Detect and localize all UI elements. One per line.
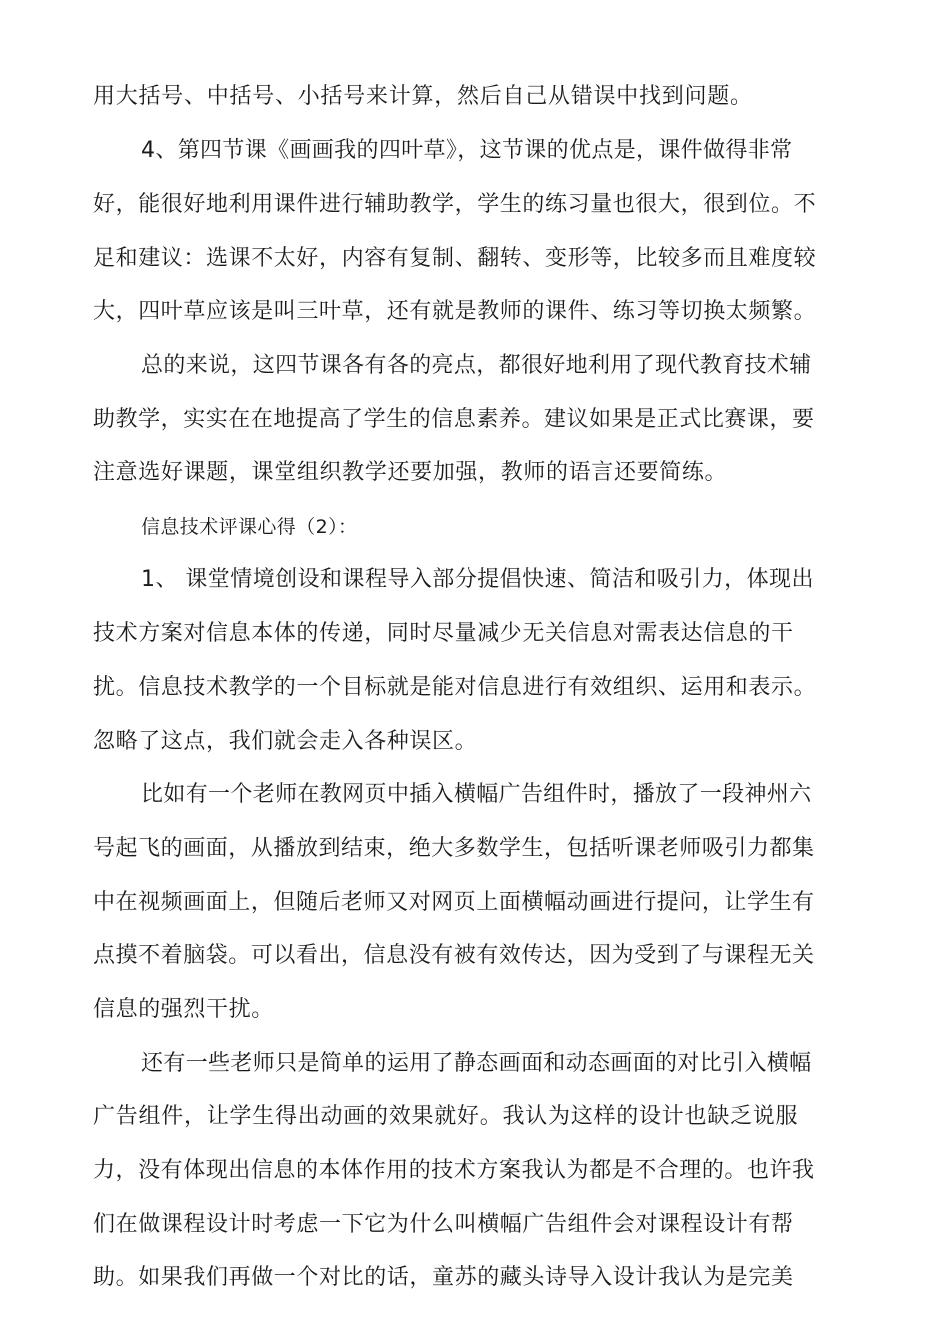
paragraph-line: 广告组件，让学生得出动画的效果就好。我认为这样的设计也缺乏说服 bbox=[93, 1104, 799, 1129]
paragraph-line: 好，能很好地利用课件进行辅助教学，学生的练习量也很大，很到位。不 bbox=[93, 192, 817, 217]
paragraph-line: 大，四叶草应该是叫三叶草，还有就是教师的课件、练习等切换太频繁。 bbox=[93, 299, 817, 324]
paragraph-line: 技术方案对信息本体的传递，同时尽量减少无关信息对需表达信息的干 bbox=[93, 621, 794, 646]
paragraph-line: 点摸不着脑袋。可以看出，信息没有被有效传达，因为受到了与课程无关 bbox=[93, 943, 815, 968]
paragraph-line: 号起飞的画面，从播放到结束，绝大多数学生，包括听课老师吸引力都集 bbox=[93, 836, 815, 861]
paragraph-line: 扰。信息技术教学的一个目标就是能对信息进行有效组织、运用和表示。 bbox=[93, 675, 817, 700]
paragraph-line: 忽略了这点，我们就会走入各种误区。 bbox=[93, 729, 478, 754]
paragraph-line: 助教学，实实在在地提高了学生的信息素养。建议如果是正式比赛课，要 bbox=[93, 407, 815, 432]
paragraph-line: 助。如果我们再做一个对比的话，童苏的藏头诗导入设计我认为是完美 bbox=[93, 1265, 794, 1290]
paragraph-line: 还有一些老师只是简单的运用了静态画面和动态画面的对比引入横幅 bbox=[141, 1051, 812, 1076]
paragraph-line: 信息的强烈干扰。 bbox=[93, 997, 274, 1022]
paragraph-line: 总的来说，这四节课各有各的亮点，都很好地利用了现代教育技术辅 bbox=[141, 353, 812, 378]
paragraph-line: 中在视频画面上，但随后老师又对网页上面横幅动画进行提问，让学生有 bbox=[93, 890, 815, 915]
paragraph-line: 比如有一个老师在教网页中插入横幅广告组件时，播放了一段神州六 bbox=[141, 782, 812, 807]
paragraph-line: 1、 课堂情境创设和课程导入部分提倡快速、简洁和吸引力，体现出 bbox=[141, 567, 814, 592]
paragraph-line: 足和建议：选课不太好，内容有复制、翻转、变形等，比较多而且难度较 bbox=[93, 246, 817, 271]
paragraph-line: 注意选好课题，课堂组织教学还要加强，教师的语言还要简练。 bbox=[93, 460, 728, 485]
paragraph-line: 4、第四节课《画画我的四叶草》，这节课的优点是，课件做得非常 bbox=[141, 138, 793, 163]
paragraph-line: 用大括号、中括号、小括号来计算，然后自己从错误中找到问题。 bbox=[93, 84, 753, 109]
section-heading: 信息技术评课心得（2）： bbox=[141, 516, 358, 538]
paragraph-line: 力，没有体现出信息的本体作用的技术方案我认为都是不合理的。也许我 bbox=[93, 1158, 815, 1183]
paragraph-line: 们在做课程设计时考虑一下它为什么叫横幅广告组件会对课程设计有帮 bbox=[93, 1212, 794, 1237]
